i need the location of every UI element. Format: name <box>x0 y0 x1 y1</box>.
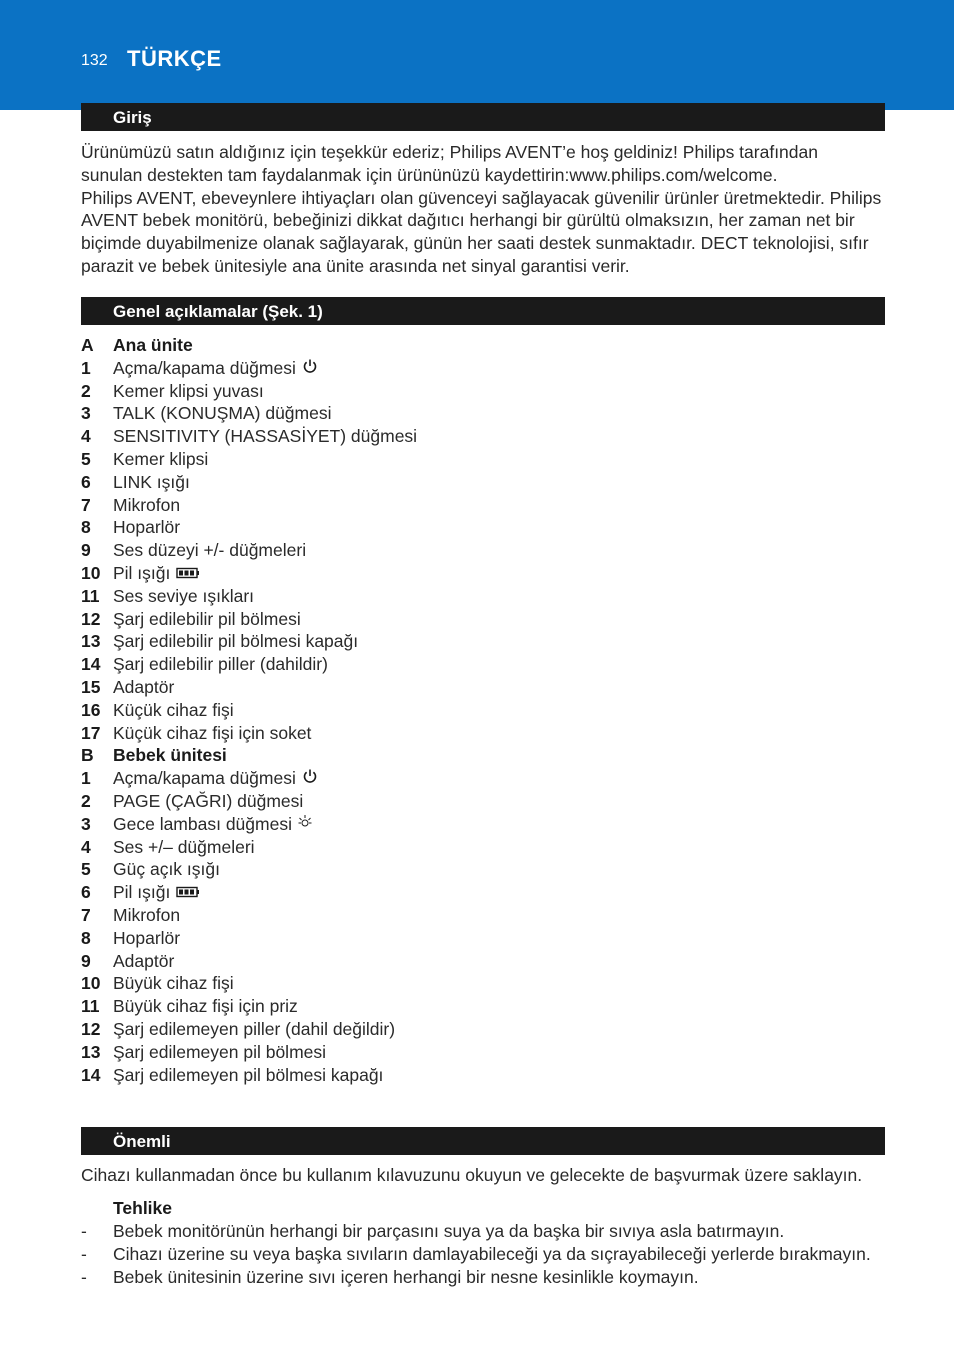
intro-line: AVENT bebek monitörü, bebeğinizi dikkat dağıtıcı herhangi bir gürültü olmaksızın, her zaman net bir <box>81 210 855 231</box>
item-number: 3 <box>81 403 91 424</box>
item-label: Şarj edilebilir pil bölmesi <box>113 608 301 629</box>
item-label: Kemer klipsi <box>113 448 209 469</box>
language-title: TÜRKÇE <box>127 46 222 71</box>
item-number: 2 <box>81 380 91 401</box>
item-number: 1 <box>81 357 91 378</box>
parts-list-item <box>81 995 417 1018</box>
nightlight-icon <box>298 813 312 836</box>
intro-line: Ürünümüzü satın aldığınız için teşekkür ederiz; Philips AVENT’e hoş geldiniz! Philips tarafından <box>81 142 818 162</box>
item-label: PAGE (ÇAĞRI) düğmesi <box>113 790 304 811</box>
parts-group-heading <box>81 334 417 357</box>
item-number: 9 <box>81 540 91 561</box>
item-number: 13 <box>81 631 101 652</box>
parts-list-item <box>81 494 417 517</box>
battery-icon <box>176 562 200 585</box>
item-number: 1 <box>81 768 91 789</box>
item-label: Pil ışığı <box>113 562 171 583</box>
item-label: Şarj edilemeyen pil bölmesi kapağı <box>113 1064 384 1085</box>
item-number: 14 <box>81 1064 101 1085</box>
item-number: 10 <box>81 562 101 583</box>
section-heading-important: Önemli <box>81 1127 885 1155</box>
item-number: 4 <box>81 836 91 857</box>
item-number: 3 <box>81 813 91 834</box>
item-number: 5 <box>81 448 91 469</box>
item-number: 4 <box>81 426 91 447</box>
power-icon <box>302 357 318 380</box>
item-label: Gece lambası düğmesi <box>113 813 292 834</box>
intro-line: parazit ve bebek ünitesiyle ana ünite arasında net sinyal garantisi verir. <box>81 255 630 276</box>
power-icon <box>302 767 318 790</box>
parts-group-heading <box>81 744 417 767</box>
item-number: 17 <box>81 722 101 743</box>
item-label: TALK (KONUŞMA) düğmesi <box>113 403 332 424</box>
item-label: Küçük cihaz fişi <box>113 699 234 720</box>
item-number: 11 <box>81 585 100 606</box>
danger-list-item <box>81 1243 871 1266</box>
item-label: Şarj edilemeyen pil bölmesi <box>113 1041 327 1062</box>
item-label: Kemer klipsi yuvası <box>113 380 264 401</box>
item-number: 7 <box>81 494 91 515</box>
parts-list-item <box>81 448 417 471</box>
item-label: Açma/kapama düğmesi <box>113 768 296 789</box>
parts-list-item <box>81 1041 417 1064</box>
danger-list-item <box>81 1266 871 1289</box>
item-label: Şarj edilebilir pil bölmesi kapağı <box>113 631 359 652</box>
danger-heading: Tehlike <box>113 1198 173 1218</box>
item-number: 10 <box>81 973 101 994</box>
item-label: Pil ışığı <box>113 882 171 903</box>
item-number: 13 <box>81 1041 101 1062</box>
danger-list <box>81 1220 871 1288</box>
item-number: 2 <box>81 790 91 811</box>
page-number: 132 <box>81 52 108 69</box>
section-heading-general: Genel açıklamalar (Şek. 1) <box>81 297 885 325</box>
item-number: 9 <box>81 950 91 971</box>
parts-list-item <box>81 608 417 631</box>
bullet-marker: - <box>81 1243 87 1264</box>
item-number: 8 <box>81 517 91 538</box>
item-number: 12 <box>81 608 101 629</box>
parts-list-item <box>81 471 417 494</box>
item-label: Mikrofon <box>113 494 181 515</box>
parts-list-item <box>81 950 417 973</box>
parts-list-item <box>81 425 417 448</box>
parts-list-item <box>81 653 417 676</box>
parts-list-item <box>81 813 417 836</box>
parts-list-item <box>81 516 417 539</box>
item-label: Ses düzeyi +/- düğmeleri <box>113 540 307 561</box>
item-number: 12 <box>81 1018 101 1039</box>
parts-list <box>81 334 417 1086</box>
item-number: 6 <box>81 882 91 903</box>
intro-line: Philips AVENT, ebeveynlere ihtiyaçları olan güvenceyi sağlayacak güvenilir ürünler üretmektedir. Philips <box>81 187 882 208</box>
item-number: 5 <box>81 859 91 880</box>
item-label: Ses seviye ışıkları <box>113 585 255 606</box>
item-number: 6 <box>81 471 91 492</box>
parts-list-item <box>81 562 417 585</box>
parts-list-item <box>81 790 417 813</box>
parts-list-item <box>81 881 417 904</box>
item-number: 11 <box>81 996 100 1017</box>
parts-list-item <box>81 402 417 425</box>
item-label: LINK ışığı <box>113 471 190 492</box>
section-heading-intro: Giriş <box>81 103 885 131</box>
parts-list-item <box>81 836 417 859</box>
item-number: 15 <box>81 676 101 697</box>
parts-list-item <box>81 927 417 950</box>
item-number: 7 <box>81 904 91 925</box>
bullet-marker: - <box>81 1266 87 1287</box>
intro-line: biçimde duyabilmenize olanak sağlayarak, günün her saati destek sunmaktadır. DECT teknolojisi, sıfır <box>81 233 869 254</box>
bullet-marker: - <box>81 1221 87 1241</box>
item-label: Hoparlör <box>113 927 181 948</box>
parts-list-item <box>81 1018 417 1041</box>
parts-list-item <box>81 539 417 562</box>
item-number: A <box>81 335 94 355</box>
item-label: Şarj edilemeyen piller (dahil değildir) <box>113 1018 396 1039</box>
parts-list-item <box>81 630 417 653</box>
item-label: Bebek ünitesi <box>113 745 227 766</box>
item-label: Adaptör <box>113 676 175 697</box>
important-intro: Cihazı kullanmadan önce bu kullanım kılavuzunu okuyun ve gelecekte de başvurmak üzere saklayın. <box>81 1165 863 1185</box>
parts-list-item <box>81 380 417 403</box>
item-label: Küçük cihaz fişi için soket <box>113 722 312 743</box>
item-label: Açma/kapama düğmesi <box>113 357 296 378</box>
bullet-text: Cihazı üzerine su veya başka sıvıların damlayabileceği ya da sıçrayabileceği yerlerde bırakmayın. <box>113 1243 871 1264</box>
bullet-text: Bebek monitörünün herhangi bir parçasını suya ya da başka bir sıvıya asla batırmayın. <box>113 1221 785 1241</box>
danger-list-item <box>81 1220 871 1243</box>
item-label: SENSITIVITY (HASSASİYET) düğmesi <box>113 426 418 447</box>
parts-list-item <box>81 904 417 927</box>
parts-list-item <box>81 767 417 790</box>
parts-list-item <box>81 357 417 380</box>
item-label: Adaptör <box>113 950 175 971</box>
parts-list-item <box>81 972 417 995</box>
battery-icon <box>176 881 200 904</box>
parts-list-item <box>81 676 417 699</box>
item-label: Büyük cihaz fişi <box>113 973 234 994</box>
intro-paragraph <box>81 141 889 278</box>
parts-list-item <box>81 699 417 722</box>
item-number: 16 <box>81 699 101 720</box>
item-label: Şarj edilebilir piller (dahildir) <box>113 654 328 675</box>
item-label: Ana ünite <box>113 335 193 355</box>
parts-list-item <box>81 1064 417 1087</box>
item-label: Büyük cihaz fişi için priz <box>113 996 298 1017</box>
item-number: 8 <box>81 927 91 948</box>
bullet-text: Bebek ünitesinin üzerine sıvı içeren herhangi bir nesne kesinlikle koymayın. <box>113 1266 699 1287</box>
item-label: Ses +/– düğmeleri <box>113 836 255 857</box>
intro-line: sunulan destekten tam faydalanmak için ürününüzü kaydettirin:www.philips.com/welcome. <box>81 164 778 185</box>
header-bar <box>0 0 954 110</box>
item-label: Hoparlör <box>113 517 181 538</box>
parts-list-item <box>81 858 417 881</box>
parts-list-item <box>81 722 417 745</box>
parts-list-item <box>81 585 417 608</box>
item-number: B <box>81 745 94 766</box>
item-number: 14 <box>81 654 101 675</box>
item-label: Mikrofon <box>113 904 181 925</box>
item-label: Güç açık ışığı <box>113 859 220 880</box>
